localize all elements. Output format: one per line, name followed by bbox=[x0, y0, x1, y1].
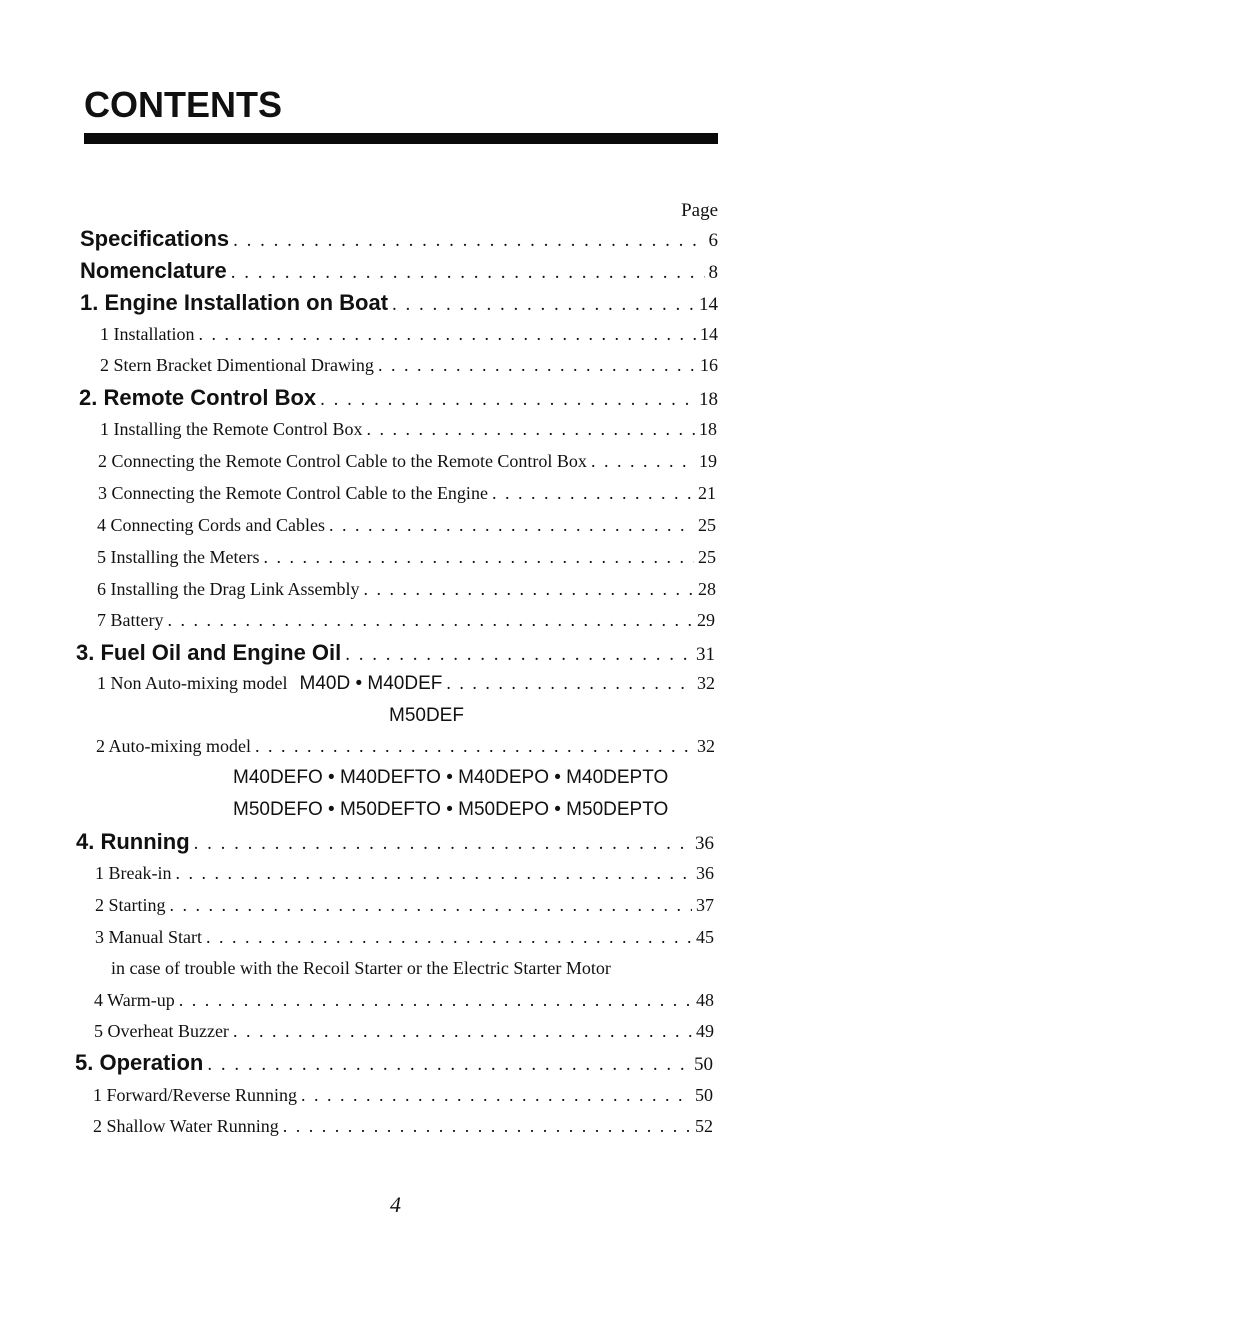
toc-entry-label: 5 Overheat Buzzer bbox=[94, 1021, 229, 1041]
toc-entry-page: 6 bbox=[708, 230, 718, 251]
toc-entry-label: 2 Auto-mixing model bbox=[96, 736, 251, 756]
toc-entry-page: 29 bbox=[697, 610, 715, 630]
toc-entry-label: 1 Installation bbox=[100, 324, 195, 344]
toc-entry-connecting-cable-box[interactable] bbox=[98, 451, 717, 472]
toc-entry-auto-mixing[interactable] bbox=[96, 736, 715, 757]
toc-entry-label: 1 Break-in bbox=[95, 863, 172, 883]
toc-entry-drag-link[interactable] bbox=[97, 579, 716, 600]
page-title: CONTENTS bbox=[84, 84, 282, 125]
toc-entry-label: 5. Operation bbox=[75, 1050, 204, 1075]
toc-entry-page: 25 bbox=[698, 547, 716, 567]
toc-entry-stern-bracket[interactable] bbox=[100, 355, 718, 376]
toc-entry-page: 14 bbox=[700, 324, 718, 344]
toc-entry-fuel-oil[interactable] bbox=[76, 640, 715, 666]
toc-entry-manual-start[interactable] bbox=[95, 927, 714, 948]
dot-leader bbox=[591, 451, 695, 472]
dot-leader bbox=[301, 1085, 691, 1106]
dot-leader bbox=[492, 483, 694, 504]
toc-entry-operation[interactable] bbox=[75, 1050, 713, 1076]
toc-entry-connecting-cords[interactable] bbox=[97, 515, 716, 536]
toc-entry-label: 1. Engine Installation on Boat bbox=[80, 290, 389, 315]
toc-entry-label: 3 Manual Start bbox=[95, 927, 202, 947]
toc-entry-engine-installation[interactable] bbox=[80, 290, 718, 316]
toc-entry-label: 4 Warm-up bbox=[94, 990, 175, 1010]
toc-entry-page: 8 bbox=[708, 262, 718, 283]
toc-entry-label: 1 Installing the Remote Control Box bbox=[100, 419, 363, 439]
toc-entry-page: 48 bbox=[696, 990, 714, 1010]
toc-entry-label: 6 Installing the Drag Link Assembly bbox=[97, 579, 360, 599]
models-line: M50DEFO • M50DEFTO • M50DEPO • M50DEPTO bbox=[233, 799, 669, 820]
dot-leader bbox=[255, 736, 693, 757]
toc-entry-page: 52 bbox=[695, 1116, 713, 1136]
dot-leader bbox=[231, 262, 705, 284]
dot-leader bbox=[170, 895, 693, 916]
toc-entry-label: 2 Starting bbox=[95, 895, 166, 915]
page-number: 4 bbox=[390, 1192, 401, 1217]
toc-entry-specifications[interactable] bbox=[80, 226, 718, 252]
toc-entry-installing-remote[interactable] bbox=[100, 419, 717, 440]
models-line: M50DEF bbox=[389, 705, 464, 726]
toc-entry-label: Specifications bbox=[80, 226, 230, 251]
toc-entry-forward-reverse[interactable] bbox=[93, 1085, 713, 1106]
dot-leader bbox=[194, 833, 691, 855]
toc-entry-label: 2 Connecting the Remote Control Cable to the Remote Control Box bbox=[98, 451, 587, 471]
toc-entry-page: 31 bbox=[696, 644, 715, 665]
toc-entry-page: 36 bbox=[696, 863, 714, 883]
toc-entry-page: 50 bbox=[695, 1085, 713, 1105]
toc-entry-label: 2 Stern Bracket Dimentional Drawing bbox=[100, 355, 374, 375]
dot-leader bbox=[233, 230, 704, 252]
dot-leader bbox=[378, 355, 696, 376]
dot-leader bbox=[446, 673, 693, 694]
toc-entry-label: Nomenclature bbox=[80, 258, 227, 283]
toc-entry-label: 7 Battery bbox=[97, 610, 164, 630]
toc-entry-page: 25 bbox=[698, 515, 716, 535]
dot-leader bbox=[207, 1054, 690, 1076]
toc-entry-starting[interactable] bbox=[95, 895, 714, 916]
toc-entry-page: 18 bbox=[699, 419, 717, 439]
toc-entry-page: 45 bbox=[696, 927, 714, 947]
toc-entry-page: 50 bbox=[694, 1054, 713, 1075]
page-column-heading: Page bbox=[681, 200, 718, 221]
toc-entry-note: in case of trouble with the Recoil Starter or the Electric Starter Motor bbox=[111, 958, 611, 978]
dot-leader bbox=[283, 1116, 691, 1137]
dot-leader bbox=[366, 419, 695, 440]
toc-entry-overheat-buzzer[interactable] bbox=[94, 1021, 714, 1042]
dot-leader bbox=[198, 324, 696, 345]
toc-entry-nomenclature[interactable] bbox=[80, 258, 718, 284]
dot-leader bbox=[233, 1021, 692, 1042]
dot-leader bbox=[167, 610, 693, 631]
models-line: M40DEFO • M40DEFTO • M40DEPO • M40DEPTO bbox=[233, 767, 669, 788]
dot-leader bbox=[329, 515, 694, 536]
toc-entry-label: 3 Connecting the Remote Control Cable to the Engine bbox=[98, 483, 488, 503]
toc-entry-page: 18 bbox=[699, 389, 718, 410]
toc-entry-page: 32 bbox=[697, 673, 715, 693]
toc-entry-page: 49 bbox=[696, 1021, 714, 1041]
toc-entry-break-in[interactable] bbox=[95, 863, 714, 884]
toc-entry-page: 21 bbox=[698, 483, 716, 503]
toc-entry-page: 28 bbox=[698, 579, 716, 599]
toc-entry-label: 4. Running bbox=[76, 829, 190, 854]
dot-leader bbox=[392, 294, 695, 316]
toc-entry-non-auto-mixing[interactable] bbox=[97, 673, 715, 695]
toc-entry-warm-up[interactable] bbox=[94, 990, 714, 1011]
toc-entry-page: 37 bbox=[696, 895, 714, 915]
toc-entry-shallow-water[interactable] bbox=[93, 1116, 713, 1137]
toc-entry-installation[interactable] bbox=[100, 324, 718, 345]
toc-entry-models: M40D • M40DEF bbox=[299, 673, 443, 694]
toc-entry-page: 36 bbox=[695, 833, 714, 854]
toc-entry-label: 3. Fuel Oil and Engine Oil bbox=[76, 640, 342, 665]
toc-entry-page: 19 bbox=[699, 451, 717, 471]
dot-leader bbox=[263, 547, 694, 568]
toc-entry-battery[interactable] bbox=[97, 610, 715, 631]
dot-leader bbox=[179, 990, 692, 1011]
toc-entry-label: 2 Shallow Water Running bbox=[93, 1116, 279, 1136]
dot-leader bbox=[175, 863, 692, 884]
toc-entry-label: 1 Forward/Reverse Running bbox=[93, 1085, 297, 1105]
toc-entry-label: 1 Non Auto-mixing model bbox=[97, 673, 288, 693]
toc-entry-page: 32 bbox=[697, 736, 715, 756]
dot-leader bbox=[345, 644, 692, 666]
dot-leader bbox=[206, 927, 692, 948]
toc-entry-installing-meters[interactable] bbox=[97, 547, 716, 568]
toc-entry-label: 2. Remote Control Box bbox=[79, 385, 317, 410]
dot-leader bbox=[320, 389, 695, 411]
toc-entry-page: 16 bbox=[700, 355, 718, 375]
toc-entry-connecting-cable-engine[interactable] bbox=[98, 483, 716, 504]
toc-entry-running[interactable] bbox=[76, 829, 714, 855]
toc-entry-page: 14 bbox=[699, 294, 718, 315]
toc-entry-remote-control-box[interactable] bbox=[79, 385, 718, 411]
toc-entry-label: 5 Installing the Meters bbox=[97, 547, 260, 567]
toc-entry-label: 4 Connecting Cords and Cables bbox=[97, 515, 325, 535]
dot-leader bbox=[363, 579, 694, 600]
